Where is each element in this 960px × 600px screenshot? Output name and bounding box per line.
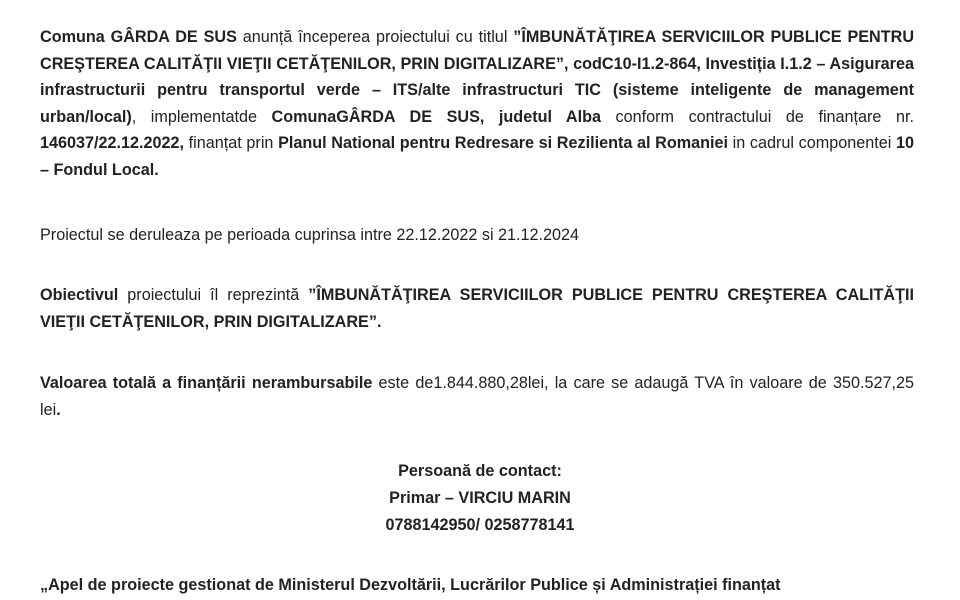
announcement-text: conform contractului de finanțare nr. [601, 107, 914, 126]
project-title: ”ÎMBUNĂTĂŢIREA SERVICIILOR PUBLICE PENTRU CREŞTEREA CALITĂŢII VIEŢII CETĂŢENILOR, PRIN DIGITALIZARE”, codC10-I1.2-864, Investiția I.1.2 – Asigurarea infrastructurii pentru transportul verde – ITS/alte infrastructuri TIC (sisteme inteligente de management urban/local) [40, 28, 915, 126]
value-label: Valoarea totală a finanțării nerambursabile [40, 374, 373, 392]
announcement-text: , implementatde [131, 107, 272, 126]
funding-program: Planul National pentru Redresare si Rezilienta al Romaniei [278, 134, 729, 152]
project-objective-paragraph [40, 282, 914, 335]
component: 10 – Fondul Local. [40, 134, 914, 179]
objective-label: Obiectivul [40, 286, 119, 304]
value-text: este de1.844.880,28lei, la care se adaugă TVA în valoare de 350.527,25 lei [40, 374, 914, 419]
objective-title: ”ÎMBUNĂTĂŢIREA SERVICIILOR PUBLICE PENTRU CREŞTEREA CALITĂŢII VIEŢII CETĂŢENILOR, PRIN DIGITALIZARE”. [40, 286, 914, 331]
beneficiary: ComunaGÂRDA DE SUS, judetul Alba [271, 107, 601, 126]
contact-person: Primar – VIRCIU MARIN [389, 489, 571, 507]
contact-block [0, 458, 960, 539]
footer-note: „Apel de proiecte gestionat de Ministerul Dezvoltării, Lucrărilor Publice și Administrației finanțat [40, 576, 781, 594]
announcement-text: finanțat prin [184, 134, 279, 152]
contact-phones: 0788142950/ 0258778141 [385, 516, 575, 534]
commune-name: Comuna GÂRDA DE SUS [40, 28, 237, 46]
announcement-text: in cadrul componentei [728, 134, 896, 152]
funding-value-paragraph [40, 370, 914, 423]
announcement-text: anunță începerea proiectului cu titlul [236, 28, 514, 46]
objective-text: proiectului îl reprezintă [118, 286, 309, 304]
project-announcement-paragraph [40, 24, 914, 183]
value-end: . [56, 400, 61, 419]
project-period: Proiectul se deruleaza pe perioada cuprinsa intre 22.12.2022 si 21.12.2024 [40, 226, 580, 244]
contact-heading: Persoană de contact: [398, 462, 562, 480]
contract-number: 146037/22.12.2022, [40, 134, 185, 152]
